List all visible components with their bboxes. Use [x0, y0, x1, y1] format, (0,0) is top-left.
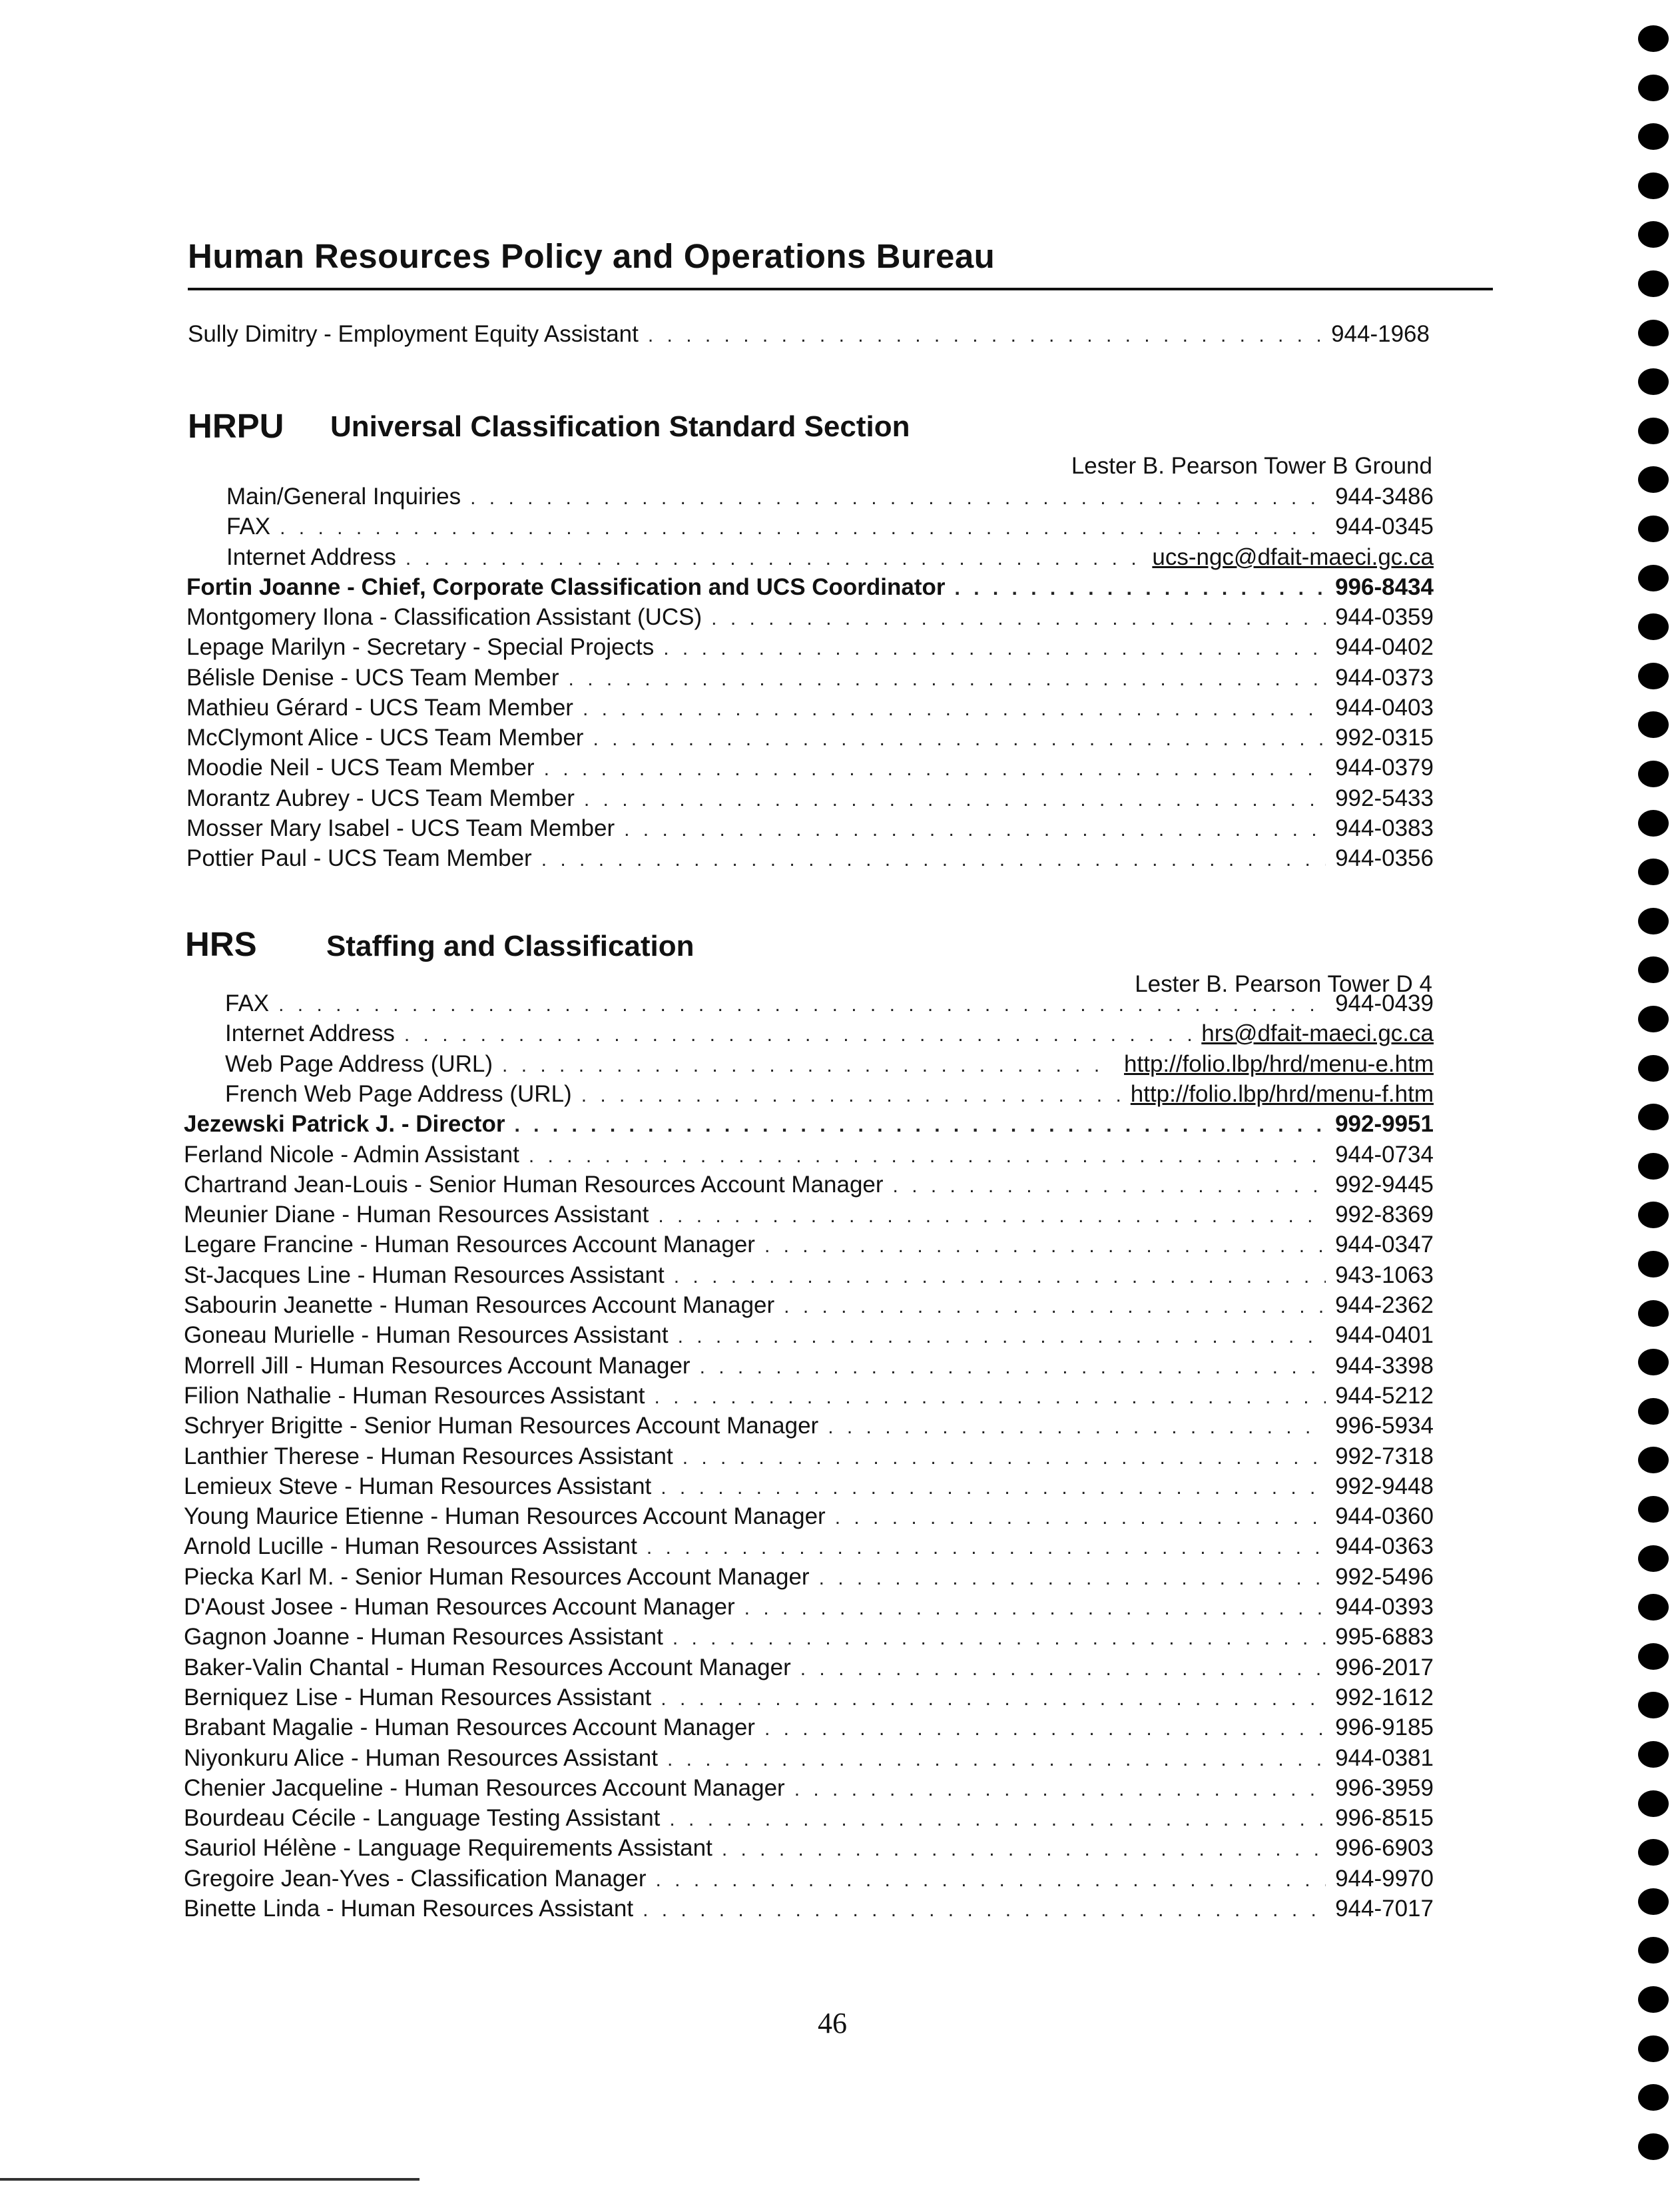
directory-row: [184, 1683, 1434, 1712]
directory-row: [184, 1140, 1434, 1170]
entry-name: Sauriol Hélène - Language Requirements Assistant: [184, 1835, 712, 1861]
binding-hole: [1638, 123, 1669, 150]
directory-row: [184, 1200, 1434, 1230]
dot-leader: [658, 1202, 1326, 1231]
entry-name: St-Jacques Line - Human Resources Assistant: [184, 1262, 665, 1288]
dot-leader: [819, 1564, 1326, 1593]
entry-phone: 944-0347: [1335, 1232, 1434, 1258]
binding-hole: [1638, 418, 1669, 444]
binding-hole: [1638, 1447, 1669, 1473]
dot-leader: [583, 695, 1326, 724]
dot-leader: [722, 1835, 1326, 1864]
dot-leader: [744, 1594, 1326, 1623]
binding-hole: [1638, 1006, 1669, 1032]
entry-phone: 944-0373: [1335, 665, 1434, 691]
entry-name: Montgomery Ilona - Classification Assistant (UCS): [186, 604, 702, 630]
section-location-hrpu: Lester B. Pearson Tower B Ground: [1071, 453, 1432, 479]
dot-leader: [647, 1533, 1326, 1563]
entry-name: Niyonkuru Alice - Human Resources Assistant: [184, 1745, 658, 1771]
entry-name: Legare Francine - Human Resources Account Manager: [184, 1232, 755, 1258]
entry-phone: 996-5934: [1335, 1413, 1434, 1439]
binding-hole: [1638, 1888, 1669, 1915]
directory-row: [225, 989, 1434, 1018]
dot-leader: [893, 1172, 1326, 1201]
entry-name: Internet Address: [225, 1020, 395, 1046]
entry-phone: 944-2362: [1335, 1292, 1434, 1318]
entry-phone: 944-5212: [1335, 1383, 1434, 1409]
dot-leader: [835, 1503, 1326, 1533]
binding-hole: [1638, 1790, 1669, 1817]
entry-phone: 992-8369: [1335, 1202, 1434, 1228]
section-name-hrpu: Universal Classification Standard Section: [330, 410, 910, 443]
dot-leader: [674, 1262, 1326, 1291]
page-title: Human Resources Policy and Operations Bureau: [188, 237, 995, 275]
directory-row: [184, 1502, 1434, 1531]
directory-row: [186, 603, 1434, 632]
binding-hole: [1638, 1692, 1669, 1718]
binding-hole: [1638, 466, 1669, 493]
binding-hole: [1638, 1986, 1669, 2013]
entry-phone: 992-0315: [1335, 725, 1434, 751]
entry-phone: 996-9185: [1335, 1714, 1434, 1740]
binding-hole: [1638, 25, 1669, 52]
directory-row: [184, 1291, 1434, 1320]
entry-phone: 944-0401: [1335, 1322, 1434, 1348]
entry-name: Goneau Murielle - Human Resources Assistant: [184, 1322, 669, 1348]
binding-hole: [1638, 761, 1669, 787]
binding-hole: [1638, 565, 1669, 591]
dot-leader: [470, 484, 1326, 513]
entry-name: Mathieu Gérard - UCS Team Member: [186, 695, 573, 721]
entry-phone: 943-1063: [1335, 1262, 1434, 1288]
binding-hole: [1638, 75, 1669, 101]
binding-hole: [1638, 810, 1669, 837]
entry-name: Lanthier Therese - Human Resources Assistant: [184, 1443, 673, 1469]
entry-phone: 996-6903: [1335, 1835, 1434, 1861]
directory-row: [226, 482, 1434, 512]
entry-name: Morrell Jill - Human Resources Account Manager: [184, 1353, 691, 1379]
binding-holes: [1634, 0, 1674, 2186]
entry-name: Mosser Mary Isabel - UCS Team Member: [186, 815, 615, 841]
entry-name: Arnold Lucille - Human Resources Assistant: [184, 1533, 637, 1559]
entry-name: Gagnon Joanne - Human Resources Assistant: [184, 1624, 663, 1650]
directory-row: [184, 1834, 1434, 1863]
section-location-hrs: Lester B. Pearson Tower D 4: [1135, 971, 1432, 997]
dot-leader: [544, 755, 1326, 784]
entry-phone: 992-5496: [1335, 1564, 1434, 1590]
binding-hole: [1638, 1545, 1669, 1572]
binding-hole: [1638, 1741, 1669, 1768]
binding-hole: [1638, 956, 1669, 983]
entry-name: Pottier Paul - UCS Team Member: [186, 845, 532, 871]
directory-row: [184, 1532, 1434, 1561]
directory-row: [186, 723, 1434, 753]
entry-phone: 996-2017: [1335, 1654, 1434, 1680]
dot-leader: [581, 1081, 1121, 1110]
dot-leader: [678, 1322, 1326, 1351]
entry-phone: 944-0403: [1335, 695, 1434, 721]
dot-leader: [406, 544, 1143, 573]
binding-hole: [1638, 1496, 1669, 1523]
directory-row: [184, 1713, 1434, 1742]
dot-leader: [280, 514, 1326, 543]
entry-phone: 944-0356: [1335, 845, 1434, 871]
section-name-hrs: Staffing and Classification: [326, 930, 695, 962]
dot-leader: [514, 1111, 1326, 1140]
directory-row: [184, 1411, 1434, 1441]
dot-leader: [655, 1383, 1326, 1412]
section-code-hrs: HRS: [185, 925, 257, 963]
entry-phone: 996-8434: [1335, 574, 1434, 600]
binding-hole: [1638, 663, 1669, 689]
entry-name: Brabant Magalie - Human Resources Account Manager: [184, 1714, 755, 1740]
entry-phone: 944-9970: [1335, 1866, 1434, 1892]
dot-leader: [764, 1232, 1326, 1261]
binding-hole: [1638, 320, 1669, 346]
entry-name: Gregoire Jean-Yves - Classification Manager: [184, 1866, 647, 1892]
entry-name: Berniquez Lise - Human Resources Assistant: [184, 1684, 652, 1710]
binding-hole: [1638, 2133, 1669, 2160]
entry-phone: 944-0393: [1335, 1594, 1434, 1620]
directory-row: [186, 693, 1434, 723]
entry-link[interactable]: hrs@dfait-maeci.gc.ca: [1201, 1020, 1434, 1046]
binding-hole: [1638, 1643, 1669, 1670]
directory-row: [184, 1563, 1434, 1592]
binding-hole: [1638, 1937, 1669, 1964]
directory-row: [184, 1261, 1434, 1290]
dot-leader: [502, 1051, 1115, 1080]
entry-phone: 944-0359: [1335, 604, 1434, 630]
entry-phone: 992-7318: [1335, 1443, 1434, 1469]
directory-row: [186, 633, 1434, 662]
directory-row: [226, 543, 1434, 572]
binding-hole: [1638, 1104, 1669, 1130]
directory-row: [184, 1230, 1434, 1260]
entry-phone: 944-3486: [1335, 484, 1434, 510]
binding-hole: [1638, 1300, 1669, 1327]
entry-name: FAX: [226, 514, 271, 540]
entry-name: Binette Linda - Human Resources Assistant: [184, 1896, 634, 1922]
binding-hole: [1638, 1398, 1669, 1425]
dot-leader: [278, 990, 1326, 1020]
binding-hole: [1638, 1055, 1669, 1082]
directory-row: [226, 512, 1434, 542]
page-number: 46: [818, 2007, 847, 2039]
dot-leader: [794, 1775, 1326, 1804]
entry-phone: 996-3959: [1335, 1775, 1434, 1801]
entry-phone: 995-6883: [1335, 1624, 1434, 1650]
directory-row: [184, 1442, 1434, 1471]
dot-leader: [404, 1020, 1192, 1050]
binding-hole: [1638, 613, 1669, 640]
binding-hole: [1638, 1594, 1669, 1621]
entry-name: Schryer Brigitte - Senior Human Resources Account Manager: [184, 1413, 819, 1439]
dot-leader: [569, 665, 1326, 694]
entry-phone: 992-9951: [1335, 1111, 1434, 1137]
entry-phone: 996-8515: [1335, 1805, 1434, 1831]
dot-leader: [669, 1805, 1326, 1834]
entry-name: Moodie Neil - UCS Team Member: [186, 755, 535, 781]
entry-name: Bourdeau Cécile - Language Testing Assistant: [184, 1805, 661, 1831]
entry-name: Young Maurice Etienne - Human Resources Account Manager: [184, 1503, 826, 1529]
binding-hole: [1638, 2035, 1669, 2062]
binding-hole: [1638, 173, 1669, 199]
dot-leader: [529, 1142, 1326, 1171]
dot-leader: [663, 634, 1326, 663]
binding-hole: [1638, 859, 1669, 885]
section-code-hrpu: HRPU: [188, 407, 284, 445]
entry-name: Chenier Jacqueline - Human Resources Account Manager: [184, 1775, 785, 1801]
dot-leader: [655, 1866, 1326, 1895]
dot-leader: [643, 1896, 1326, 1925]
binding-hole: [1638, 368, 1669, 395]
directory-row: [184, 1381, 1434, 1411]
top-entry-row: [188, 320, 1430, 349]
dot-leader: [593, 725, 1326, 754]
title-rule: [188, 288, 1493, 290]
entry-name: FAX: [225, 990, 270, 1016]
dot-leader: [541, 845, 1326, 875]
entry-name: D'Aoust Josee - Human Resources Account Manager: [184, 1594, 735, 1620]
directory-row: [225, 1019, 1434, 1048]
binding-hole: [1638, 908, 1669, 934]
dot-leader: [584, 785, 1326, 815]
entry-phone: 944-0363: [1335, 1533, 1434, 1559]
binding-hole: [1638, 1349, 1669, 1375]
entry-phone: 944-0439: [1335, 990, 1434, 1016]
entry-phone: 992-9448: [1335, 1473, 1434, 1499]
entry-name: Main/General Inquiries: [226, 484, 461, 510]
binding-hole: [1638, 270, 1669, 297]
directory-row: [186, 573, 1434, 602]
directory-row: [184, 1894, 1434, 1924]
binding-hole: [1638, 1839, 1669, 1866]
dot-leader: [764, 1714, 1326, 1744]
bottom-rule: [0, 2178, 420, 2181]
binding-hole: [1638, 711, 1669, 738]
entry-name: Meunier Diane - Human Resources Assistant: [184, 1202, 649, 1228]
dot-leader: [661, 1684, 1326, 1714]
binding-hole: [1638, 221, 1669, 248]
directory-row: [184, 1110, 1434, 1139]
directory-row: [186, 844, 1434, 873]
dot-leader: [624, 815, 1326, 845]
entry-name: Chartrand Jean-Louis - Senior Human Resources Account Manager: [184, 1172, 884, 1198]
directory-row: [184, 1170, 1434, 1200]
entry-link[interactable]: http://folio.lbp/hrd/menu-e.htm: [1124, 1051, 1434, 1077]
dot-leader: [648, 321, 1322, 350]
entry-name: Piecka Karl M. - Senior Human Resources Account Manager: [184, 1564, 810, 1590]
directory-row: [186, 814, 1434, 843]
entry-phone: 944-0402: [1335, 634, 1434, 660]
directory-row: [184, 1351, 1434, 1381]
directory-row: [184, 1472, 1434, 1501]
entry-name: Filion Nathalie - Human Resources Assistant: [184, 1383, 645, 1409]
dot-leader: [828, 1413, 1326, 1442]
binding-hole: [1638, 1251, 1669, 1277]
dot-leader: [683, 1443, 1326, 1473]
dot-leader: [800, 1654, 1326, 1684]
entry-link[interactable]: http://folio.lbp/hrd/menu-f.htm: [1130, 1081, 1434, 1107]
entry-link[interactable]: ucs-ngc@dfait-maeci.gc.ca: [1152, 544, 1434, 570]
entry-name: Jezewski Patrick J. - Director: [184, 1111, 505, 1137]
binding-hole: [1638, 2084, 1669, 2111]
entry-name: Baker-Valin Chantal - Human Resources Account Manager: [184, 1654, 791, 1680]
directory-row: [184, 1623, 1434, 1652]
dot-leader: [955, 574, 1326, 603]
entry-phone: 944-3398: [1335, 1353, 1434, 1379]
directory-row: [186, 753, 1434, 783]
directory-row: [186, 663, 1434, 693]
directory-row: [186, 784, 1434, 813]
entry-phone: 992-1612: [1335, 1684, 1434, 1710]
dot-leader: [661, 1473, 1326, 1503]
entry-name: Ferland Nicole - Admin Assistant: [184, 1142, 519, 1168]
directory-row: [225, 1050, 1434, 1079]
binding-hole: [1638, 516, 1669, 542]
entry-phone: 944-0381: [1335, 1745, 1434, 1771]
binding-hole: [1638, 1202, 1669, 1228]
dot-leader: [700, 1353, 1326, 1382]
entry-phone: 944-7017: [1335, 1896, 1434, 1922]
directory-row: [184, 1653, 1434, 1682]
entry-phone: 992-9445: [1335, 1172, 1434, 1198]
entry-name: Lemieux Steve - Human Resources Assistant: [184, 1473, 652, 1499]
dot-leader: [784, 1292, 1326, 1321]
directory-row: [184, 1321, 1434, 1350]
dot-leader: [711, 604, 1326, 633]
entry-name: Sully Dimitry - Employment Equity Assistant: [188, 321, 639, 347]
entry-phone: 944-0345: [1335, 514, 1434, 540]
directory-row: [184, 1864, 1434, 1894]
entry-name: Bélisle Denise - UCS Team Member: [186, 665, 559, 691]
entry-phone: 992-5433: [1335, 785, 1434, 811]
directory-row: [225, 1080, 1434, 1109]
entry-phone: 944-0360: [1335, 1503, 1434, 1529]
entry-phone: 944-0383: [1335, 815, 1434, 841]
entry-name: Morantz Aubrey - UCS Team Member: [186, 785, 575, 811]
entry-phone: 944-1968: [1331, 321, 1430, 347]
dot-leader: [667, 1745, 1326, 1774]
entry-name: Fortin Joanne - Chief, Corporate Classification and UCS Coordinator: [186, 574, 946, 600]
directory-row: [184, 1774, 1434, 1803]
entry-phone: 944-0379: [1335, 755, 1434, 781]
entry-name: Lepage Marilyn - Secretary - Special Projects: [186, 634, 655, 660]
entry-name: Web Page Address (URL): [225, 1051, 493, 1077]
entry-phone: 944-0734: [1335, 1142, 1434, 1168]
entry-name: Sabourin Jeanette - Human Resources Account Manager: [184, 1292, 775, 1318]
dot-leader: [673, 1624, 1326, 1653]
directory-row: [184, 1593, 1434, 1622]
directory-row: [184, 1804, 1434, 1833]
entry-name: French Web Page Address (URL): [225, 1081, 572, 1107]
binding-hole: [1638, 1153, 1669, 1180]
entry-name: Internet Address: [226, 544, 396, 570]
directory-row: [184, 1744, 1434, 1773]
entry-name: McClymont Alice - UCS Team Member: [186, 725, 584, 751]
